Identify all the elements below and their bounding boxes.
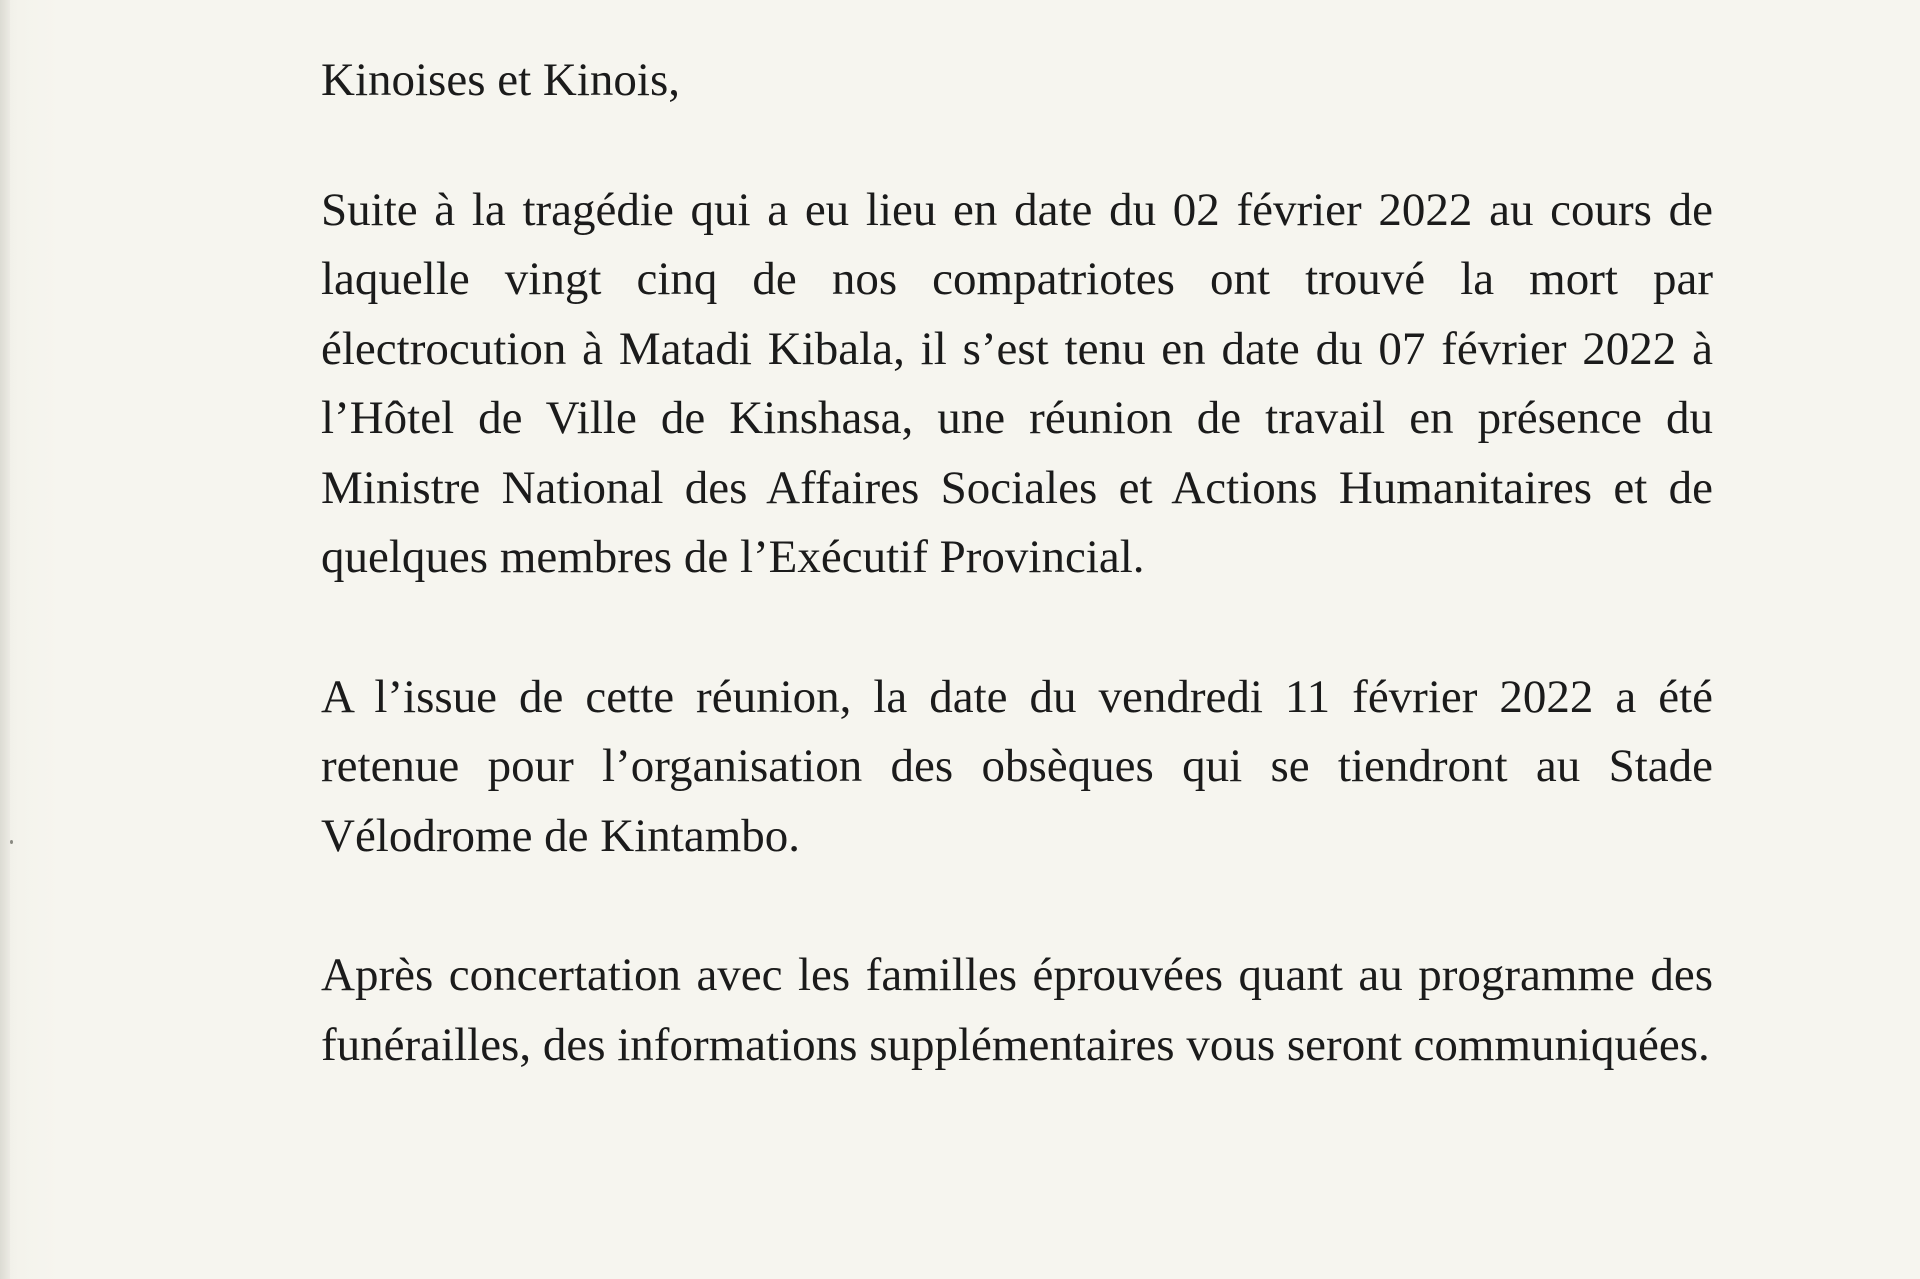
letter-body bbox=[321, 46, 1713, 1150]
paragraph-tragedy-meeting: Suite à la tragédie qui a eu lieu en date du 02 février 2022 au cours de laquelle vingt cinq de nos compatriotes ont trouvé la mort par électrocution à Matadi Kibala, il s’est tenu en date du 07 février 2022 à l’Hôtel de Ville de Kinshasa, une réunion de travail en présence du Ministre National des Affaires Sociales et Actions Humanitaires et de quelques membres de l’Exécutif Provincial. bbox=[321, 183, 1713, 583]
salutation: Kinoises et Kinois, bbox=[321, 54, 681, 106]
paper-speck bbox=[10, 840, 13, 844]
paragraph-funeral-date: A l’issue de cette réunion, la date du vendredi 11 février 2022 a été retenue pour l’organisation des obsèques qui se tiendront au Stade Vélodrome de Kintambo. bbox=[321, 670, 1713, 862]
paragraph-further-information: Après concertation avec les familles éprouvées quant au programme des funérailles, des informations supplémentaires vous seront communiquées. bbox=[321, 949, 1713, 1071]
page-left-edge bbox=[0, 0, 10, 1279]
